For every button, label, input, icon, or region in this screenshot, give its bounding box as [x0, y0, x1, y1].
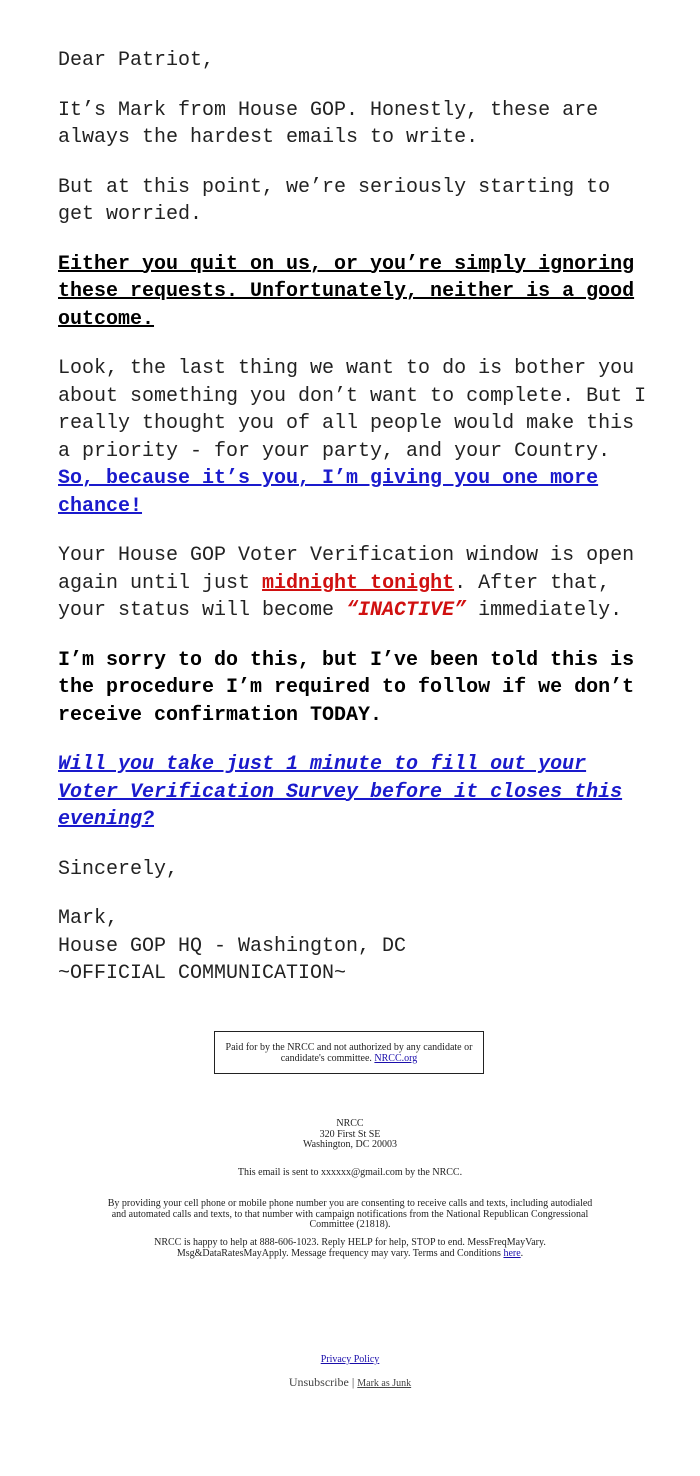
- terms-link[interactable]: here: [503, 1247, 521, 1259]
- mark-as-junk-link[interactable]: Mark as Junk: [357, 1378, 412, 1389]
- nrcc-link[interactable]: NRCC.org: [374, 1052, 418, 1064]
- signature-name: Mark,: [58, 907, 119, 930]
- paragraph-intro: It’s Mark from House GOP. Honestly, these are always the hardest emails to write.: [58, 98, 599, 149]
- paragraph-deadline: [58, 542, 658, 625]
- separator: |: [351, 1375, 355, 1389]
- footer-address: [0, 1119, 700, 1151]
- unsubscribe-row: [0, 1375, 700, 1391]
- paragraph-request: [58, 355, 658, 520]
- deadline-text-3: immediately.: [466, 599, 623, 622]
- status-inactive: “INACTIVE”: [346, 599, 467, 622]
- disclaimer-text: Paid for by the NRCC and not authorized by any candidate or candidate's committee.: [225, 1041, 473, 1064]
- paragraph-worried: But at this point, we’re seriously starting to get worried.: [58, 175, 611, 226]
- one-more-chance-link[interactable]: So, because it’s you, I’m giving you one more chance!: [58, 467, 599, 518]
- greeting: Dear Patriot,: [58, 49, 215, 72]
- request-text: Look, the last thing we want to do is bother you about something you don’t want to complete. But I really thought you of all people would make this a priority - for your party, and your Country.: [58, 357, 647, 463]
- signature-tag: ~OFFICIAL COMMUNICATION~: [58, 962, 347, 985]
- survey-cta-link[interactable]: Will you take just 1 minute to fill out your Voter Verification Survey before it closes this evening?: [58, 753, 623, 831]
- closing: Sincerely,: [58, 857, 179, 881]
- email-body: [58, 47, 658, 988]
- address-line: 320 First St SE: [319, 1128, 381, 1140]
- help-text: NRCC is happy to help at 888-606-1023. Reply HELP for help, STOP to end. MessFreqMayVary. Msg&DataRatesMayApply. Message frequency may vary. Terms and Conditions here.: [154, 1237, 546, 1259]
- help-body: NRCC is happy to help at 888-606-1023. Reply HELP for help, STOP to end. MessFreqMayVary. Msg&DataRatesMayApply. Message frequency may vary. Terms and Conditions: [154, 1237, 546, 1259]
- disclaimer-box: [214, 1031, 484, 1074]
- privacy-row: [0, 1355, 700, 1366]
- address-line: Washington, DC 20003: [303, 1139, 397, 1150]
- unsubscribe-link[interactable]: Unsubscribe: [288, 1375, 349, 1389]
- sent-to: This email is sent to xxxxxx@gmail.com by the NRCC.: [237, 1167, 463, 1178]
- paragraph-warning: Either you quit on us, or you’re simply ignoring these requests. Unfortunately, neither is a good outcome.: [58, 252, 635, 331]
- signature-org: House GOP HQ - Washington, DC: [58, 934, 407, 958]
- deadline-text: Your House GOP Voter Verification window is open again until just: [58, 544, 635, 595]
- deadline-text-2: . After that, your status will become: [58, 571, 611, 622]
- consent-text: By providing your cell phone or mobile phone number you are consenting to receive calls and texts, including autodialed and automated calls and texts, to that number with campaign notifications from the National Republican Congressional Committee (21818).: [107, 1198, 593, 1230]
- paragraph-apology: I’m sorry to do this, but I’ve been told this is the procedure I’m required to follow if we don’t receive confirmation TODAY.: [58, 648, 635, 727]
- deadline-highlight: midnight tonight: [262, 571, 455, 595]
- signature: [58, 905, 658, 988]
- address-line: NRCC: [336, 1118, 364, 1129]
- privacy-policy-link[interactable]: Privacy Policy: [320, 1354, 380, 1365]
